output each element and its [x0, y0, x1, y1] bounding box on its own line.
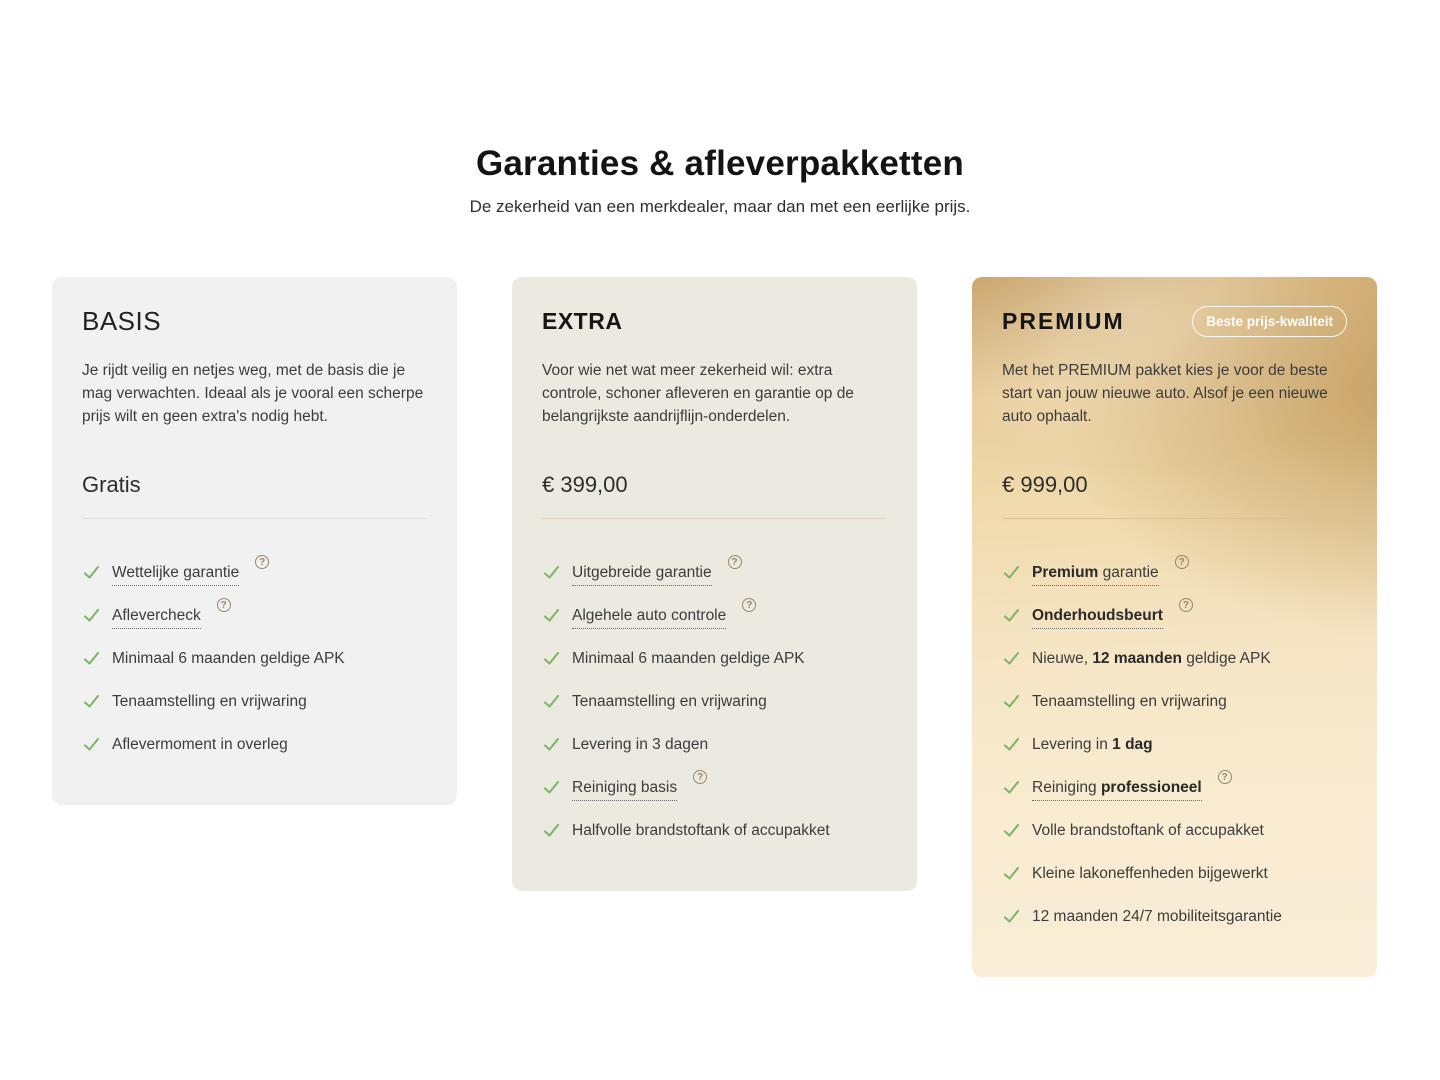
cards-row	[0, 277, 1440, 977]
feature-item	[1002, 862, 1347, 890]
feature-item	[82, 733, 427, 761]
feature-label-text: Algehele auto controle	[572, 607, 727, 624]
feature-item	[542, 600, 887, 632]
card-header	[82, 305, 427, 337]
check-icon	[1002, 821, 1021, 847]
feature-label-text: Onderhoudsbeurt	[1032, 607, 1163, 624]
feature-item	[542, 733, 887, 761]
feature-label-text: Tenaamstelling en vrijwaring	[1032, 693, 1227, 710]
feature-label	[112, 647, 345, 670]
check-icon	[82, 563, 101, 589]
check-icon	[542, 821, 561, 847]
card-description: Voor wie net wat meer zekerheid wil: extra controle, schoner afleveren en garantie op de belangrijkste aandrijflijn-onderdelen.	[542, 362, 854, 425]
feature-item	[1002, 557, 1347, 589]
feature-label	[112, 690, 307, 713]
feature-item	[1002, 690, 1347, 718]
feature-item	[1002, 733, 1347, 761]
feature-label-text: Premium	[1032, 564, 1099, 581]
check-icon	[542, 606, 561, 632]
feature-label[interactable]	[1032, 561, 1159, 586]
feature-item	[542, 647, 887, 675]
feature-label-text: 12 maanden	[1092, 650, 1182, 667]
check-icon	[82, 649, 101, 675]
card-header	[542, 305, 887, 337]
card-title: BASIS	[82, 305, 162, 336]
feature-label	[1032, 819, 1264, 842]
check-icon	[542, 563, 561, 589]
feature-label-text: Aflevermoment in overleg	[112, 736, 288, 753]
feature-label	[1032, 690, 1227, 713]
check-icon	[542, 649, 561, 675]
check-icon	[82, 735, 101, 761]
feature-item	[542, 819, 887, 847]
help-icon[interactable]: ?	[255, 555, 269, 569]
feature-item	[82, 600, 427, 632]
feature-item	[542, 772, 887, 804]
feature-label[interactable]	[572, 561, 712, 586]
feature-item	[82, 690, 427, 718]
feature-item	[1002, 772, 1347, 804]
card-price: € 399,00	[542, 472, 628, 497]
feature-label[interactable]	[112, 561, 239, 586]
page-header	[0, 0, 1440, 217]
feature-label	[1032, 905, 1282, 928]
check-icon	[1002, 907, 1021, 933]
feature-item	[542, 690, 887, 718]
card-description: Met het PREMIUM pakket kies je voor de beste start van jouw nieuwe auto. Alsof je een nieuwe auto ophaalt.	[1002, 362, 1328, 425]
feature-label-text: geldige APK	[1181, 650, 1271, 667]
feature-list	[542, 557, 887, 847]
card-extra	[512, 277, 917, 891]
check-icon	[542, 735, 561, 761]
check-icon	[82, 606, 101, 632]
feature-label-text: Minimaal 6 maanden geldige APK	[572, 650, 805, 667]
card-title: EXTRA	[542, 307, 623, 334]
feature-label	[572, 647, 805, 670]
help-icon[interactable]: ?	[1175, 555, 1189, 569]
feature-label[interactable]	[572, 604, 726, 629]
feature-label-text: Tenaamstelling en vrijwaring	[572, 693, 767, 710]
feature-item	[1002, 905, 1347, 933]
card-price: Gratis	[82, 472, 141, 497]
feature-list	[1002, 557, 1347, 933]
card-divider	[82, 518, 427, 519]
feature-label-text: 1 dag	[1112, 736, 1153, 753]
help-icon[interactable]: ?	[1218, 770, 1232, 784]
help-icon[interactable]: ?	[1179, 598, 1193, 612]
check-icon	[82, 692, 101, 718]
feature-item	[542, 557, 887, 589]
feature-item	[1002, 819, 1347, 847]
feature-label-text: Halfvolle brandstoftank of accupakket	[572, 822, 830, 839]
check-icon	[1002, 563, 1021, 589]
check-icon	[1002, 864, 1021, 890]
feature-label-text: Kleine lakoneffenheden bijgewerkt	[1032, 865, 1268, 882]
check-icon	[1002, 649, 1021, 675]
feature-item	[1002, 647, 1347, 675]
feature-label-text: garantie	[1098, 564, 1159, 581]
card-title: PREMIUM	[1002, 307, 1125, 334]
card-premium	[972, 277, 1377, 977]
page-subtitle: De zekerheid van een merkdealer, maar dan met een eerlijke prijs.	[469, 197, 971, 216]
feature-label-text: 12 maanden 24/7 mobiliteitsgarantie	[1032, 908, 1282, 925]
feature-label	[1032, 862, 1268, 885]
feature-label-text: Aflevercheck	[112, 607, 201, 624]
card-basis	[52, 277, 457, 805]
feature-label-text: Levering in 3 dagen	[572, 736, 709, 753]
help-icon[interactable]: ?	[693, 770, 707, 784]
feature-label-text: Nieuwe,	[1032, 650, 1093, 667]
feature-item	[82, 647, 427, 675]
feature-item	[82, 557, 427, 589]
feature-label	[572, 690, 767, 713]
help-icon[interactable]: ?	[728, 555, 742, 569]
feature-label	[1032, 733, 1153, 756]
feature-label-text: Tenaamstelling en vrijwaring	[112, 693, 307, 710]
feature-label-text: Reiniging	[1032, 779, 1101, 796]
feature-label-text: Wettelijke garantie	[112, 564, 240, 581]
feature-label-text: professioneel	[1100, 779, 1202, 796]
check-icon	[542, 778, 561, 804]
card-description: Je rijdt veilig en netjes weg, met de basis die je mag verwachten. Ideaal als je vooral een scherpe prijs wilt en geen extra's nodig hebt.	[82, 362, 424, 425]
feature-label	[1032, 647, 1271, 670]
best-value-badge: Beste prijs-kwaliteit	[1192, 306, 1347, 337]
feature-label-text: Levering in	[1032, 736, 1113, 753]
feature-label[interactable]	[1032, 604, 1163, 629]
feature-label[interactable]	[112, 604, 201, 629]
feature-label-text: Reiniging basis	[572, 779, 678, 796]
check-icon	[1002, 692, 1021, 718]
card-divider	[542, 518, 887, 519]
page-title: Garanties & afleverpakketten	[475, 144, 965, 183]
feature-list	[82, 557, 427, 761]
feature-label	[572, 733, 708, 756]
feature-label[interactable]	[1032, 776, 1202, 801]
check-icon	[1002, 778, 1021, 804]
check-icon	[1002, 735, 1021, 761]
card-header	[1002, 305, 1347, 337]
feature-label	[112, 733, 288, 756]
feature-label-text: Minimaal 6 maanden geldige APK	[112, 650, 345, 667]
card-divider	[1002, 518, 1347, 519]
feature-label-text: Uitgebreide garantie	[572, 564, 712, 581]
help-icon[interactable]: ?	[217, 598, 231, 612]
feature-label-text: Volle brandstoftank of accupakket	[1032, 822, 1264, 839]
check-icon	[1002, 606, 1021, 632]
help-icon[interactable]: ?	[742, 598, 756, 612]
feature-label	[572, 819, 830, 842]
feature-label[interactable]	[572, 776, 677, 801]
feature-item	[1002, 600, 1347, 632]
check-icon	[542, 692, 561, 718]
card-price: € 999,00	[1002, 472, 1088, 497]
